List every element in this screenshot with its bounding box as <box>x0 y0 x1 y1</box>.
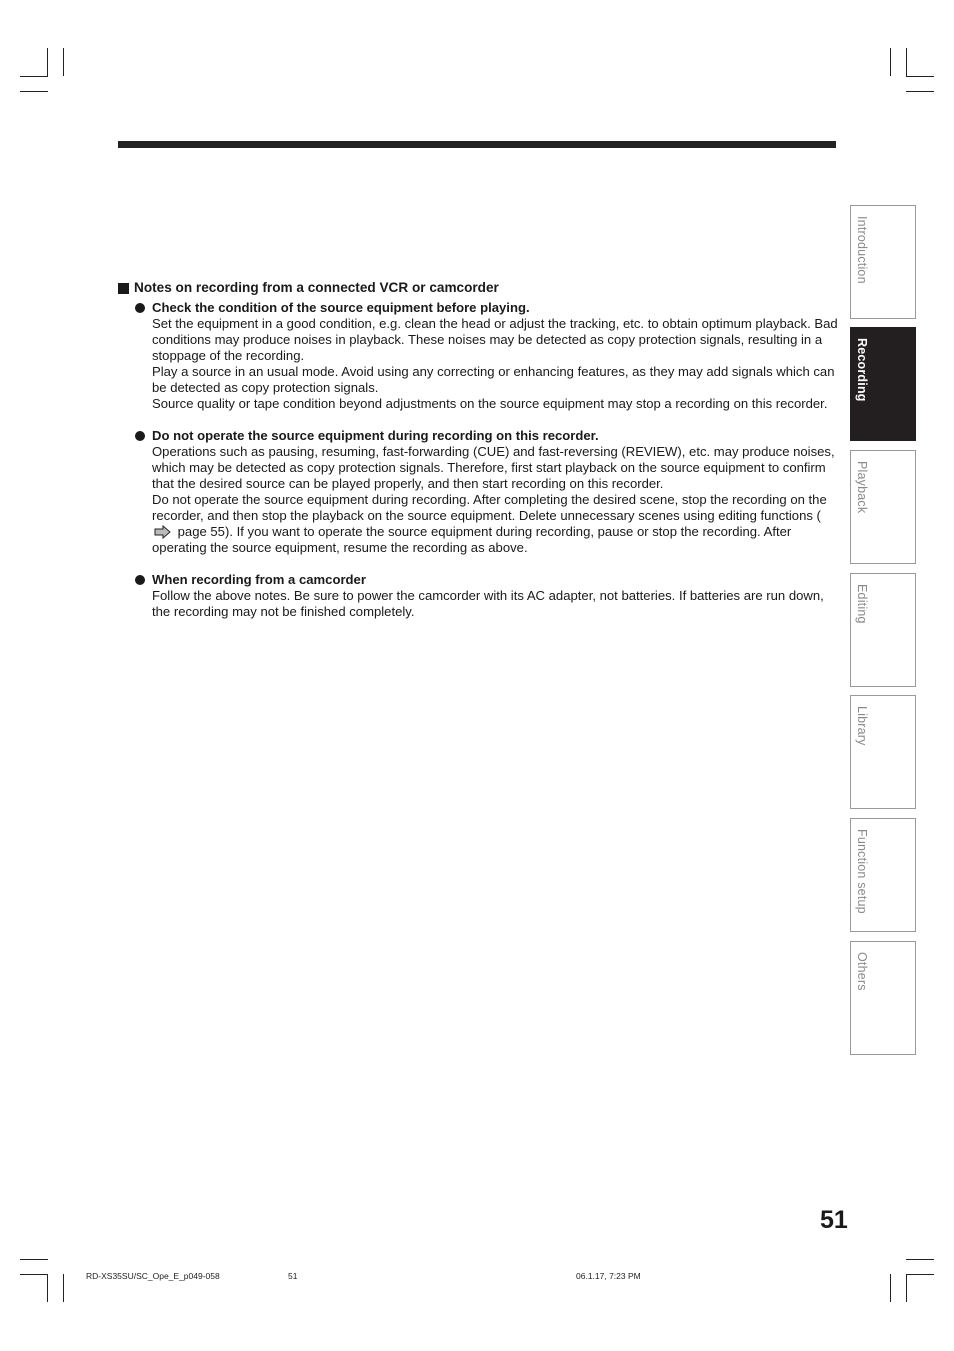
tab-recording[interactable] <box>850 327 916 441</box>
bullet-title: Do not operate the source equipment during recording on this recorder. <box>152 428 599 443</box>
crop-mark <box>20 76 48 77</box>
tab-label: Editing <box>855 584 869 624</box>
crop-mark <box>20 91 48 92</box>
tab-others[interactable] <box>850 941 916 1055</box>
crop-mark <box>906 76 934 77</box>
notes-section <box>118 280 838 636</box>
footer-page: 51 <box>288 1271 298 1281</box>
crop-mark <box>63 1274 64 1302</box>
tab-label: Function setup <box>855 829 869 914</box>
paragraph-text-after-ref: page 55). If you want to operate the source equipment during recording, pause or stop the recording. After operating the source equipment, resume the recording as above. <box>152 524 792 555</box>
bullet-title: When recording from a camcorder <box>152 572 366 587</box>
bullet-paragraph: Source quality or tape condition beyond adjustments on the source equipment may stop a recording on this recorder. <box>152 396 828 411</box>
section-heading <box>118 280 838 296</box>
paragraph-text-before-ref: Do not operate the source equipment during recording. After completing the desired scene, stop the recording on the recorder, and then stop the playback on the source equipment. Delete unnecessary scenes using editing functions ( <box>152 492 827 523</box>
bullet-paragraph: Follow the above notes. Be sure to power the camcorder with its AC adapter, not batteries. If batteries are run down, the recording may not be finished completely. <box>152 588 824 619</box>
bullet-paragraph: Play a source in an usual mode. Avoid using any correcting or enhancing features, as they may add signals which can be detected as copy protection signals. <box>152 364 835 395</box>
crop-mark <box>63 48 64 76</box>
crop-mark <box>20 1274 48 1275</box>
square-bullet-icon <box>118 283 129 294</box>
circle-bullet-icon <box>135 431 145 441</box>
crop-mark <box>906 91 934 92</box>
circle-bullet-icon <box>135 303 145 313</box>
crop-mark <box>47 1274 48 1302</box>
page-reference-arrow-icon <box>154 525 172 539</box>
tab-label: Playback <box>855 461 869 514</box>
crop-mark <box>890 1274 891 1302</box>
bullet-title: Check the condition of the source equipment before playing. <box>152 300 530 315</box>
bullet-paragraph: Operations such as pausing, resuming, fast-forwarding (CUE) and fast-reversing (REVIEW), etc. may produce noises, which may be detected as copy protection signals. Therefore, first start playback on the source equipment to confirm that the desired source can be played properly, and then start recording on this recorder. <box>152 444 835 491</box>
bullet-item <box>118 300 838 412</box>
crop-mark <box>906 48 907 76</box>
crop-mark <box>906 1259 934 1260</box>
crop-mark <box>906 1274 934 1275</box>
bullet-item <box>118 572 838 620</box>
header-rule <box>118 141 836 148</box>
footer-file-name: RD-XS35SU/SC_Ope_E_p049-058 <box>86 1271 220 1281</box>
crop-mark <box>890 48 891 76</box>
bullet-paragraph: Set the equipment in a good condition, e.g. clean the head or adjust the tracking, etc. to obtain optimum playback. Bad conditions may produce noises in playback. These noises may be detected as copy protection signals, resulting in a stoppage of the recording. <box>152 316 838 363</box>
tab-label: Recording <box>855 338 869 402</box>
crop-mark <box>20 1259 48 1260</box>
section-heading-text: Notes on recording from a connected VCR or camcorder <box>134 280 499 295</box>
circle-bullet-icon <box>135 575 145 585</box>
tab-playback[interactable] <box>850 450 916 564</box>
bullet-paragraph <box>152 492 838 556</box>
tab-introduction[interactable] <box>850 205 916 319</box>
page-number: 51 <box>820 1206 848 1234</box>
tab-label: Others <box>855 952 869 991</box>
tab-label: Library <box>855 706 869 746</box>
tab-library[interactable] <box>850 695 916 809</box>
tab-function-setup[interactable] <box>850 818 916 932</box>
crop-mark <box>906 1274 907 1302</box>
crop-mark <box>47 48 48 76</box>
tab-editing[interactable] <box>850 573 916 687</box>
footer-timestamp: 06.1.17, 7:23 PM <box>576 1271 641 1281</box>
bullet-item <box>118 428 838 556</box>
tab-label: Introduction <box>855 216 869 284</box>
